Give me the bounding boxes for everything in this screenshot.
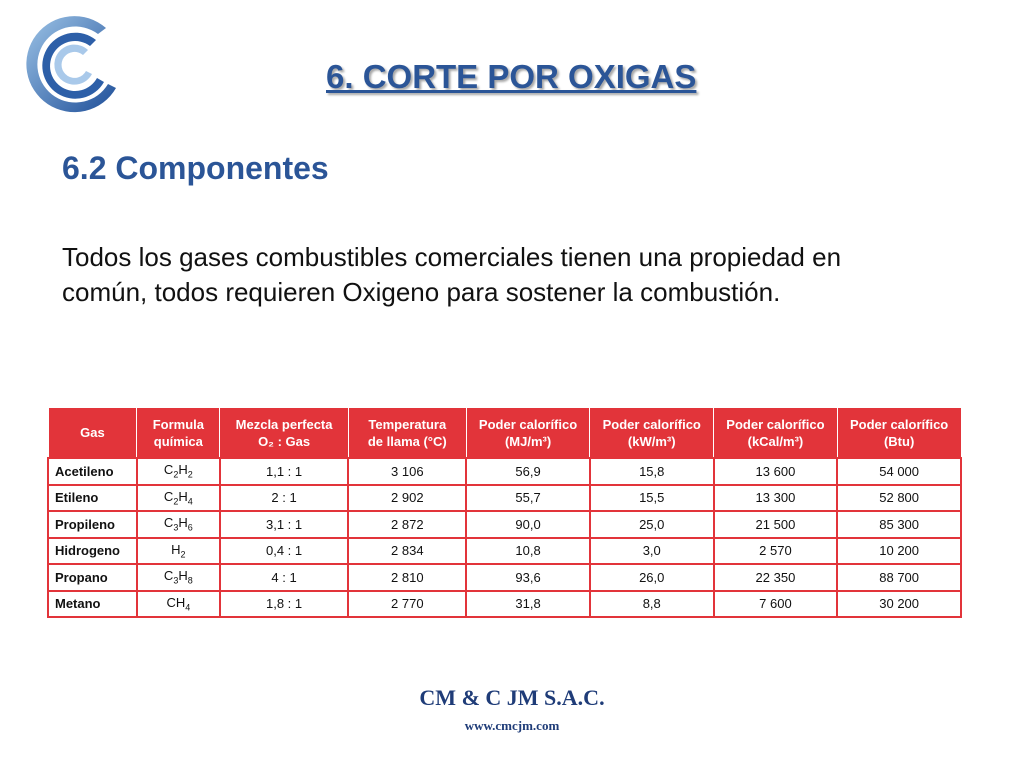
cell-mezcla: 0,4 : 1 [220, 538, 349, 565]
cell-mezcla: 2 : 1 [220, 485, 349, 512]
footer-website-link[interactable]: www.cmcjm.com [464, 718, 560, 733]
cell-poder-btu: 52 800 [837, 485, 961, 512]
header-poder-btu: Poder calorífico (Btu) [837, 408, 961, 459]
table-row [48, 591, 961, 618]
body-paragraph: Todos los gases combustibles comerciales tienen una propiedad en común, todos requieren Oxigeno para sostener la combustión. [62, 242, 842, 307]
cell-poder-btu: 88 700 [837, 564, 961, 591]
cell-temperatura: 3 106 [348, 458, 466, 485]
table-row [48, 458, 961, 485]
cell-formula: $C_3H_8$ [137, 564, 220, 591]
cell-temperatura: 2 810 [348, 564, 466, 591]
cell-poder-kw: 8,8 [590, 591, 714, 618]
header-poder-kw: Poder calorífico (kW/m³) [590, 408, 714, 459]
cell-mezcla: 1,8 : 1 [220, 591, 349, 618]
table-row [48, 538, 961, 565]
table-row [48, 564, 961, 591]
cell-poder-mj: 55,7 [466, 485, 590, 512]
cell-mezcla: 1,1 : 1 [220, 458, 349, 485]
cell-poder-kw: 15,5 [590, 485, 714, 512]
cell-poder-kcal: 13 300 [714, 485, 838, 512]
cell-formula: $C_3H_6$ [137, 511, 220, 538]
cell-poder-kcal: 13 600 [714, 458, 838, 485]
cell-poder-btu: 10 200 [837, 538, 961, 565]
cell-poder-mj: 31,8 [466, 591, 590, 618]
cell-poder-btu: 30 200 [837, 591, 961, 618]
header-formula: Formula química [137, 408, 220, 459]
header-mezcla: Mezcla perfecta O₂ : Gas [220, 408, 349, 459]
cell-gas: Metano [48, 591, 137, 618]
header-poder-kcal: Poder calorífico (kCal/m³) [714, 408, 838, 459]
cell-gas: Acetileno [48, 458, 137, 485]
cell-formula: $CH_4$ [137, 591, 220, 618]
section-heading: 6.2 Componentes [62, 150, 329, 186]
cell-poder-kw: 3,0 [590, 538, 714, 565]
cell-mezcla: 4 : 1 [220, 564, 349, 591]
cell-poder-btu: 85 300 [837, 511, 961, 538]
cell-temperatura: 2 834 [348, 538, 466, 565]
cell-formula: $C_2H_2$ [137, 458, 220, 485]
slide-title: 6. CORTE POR OXIGAS [326, 58, 697, 95]
footer-company-name: CM & C JM S.A.C. [419, 685, 605, 710]
cell-poder-mj: 90,0 [466, 511, 590, 538]
cell-formula: $C_2H_4$ [137, 485, 220, 512]
table-header-row [48, 408, 961, 459]
company-logo-icon [18, 8, 128, 118]
cell-poder-kcal: 2 570 [714, 538, 838, 565]
cell-formula: $H_2$ [137, 538, 220, 565]
gas-properties-table [47, 407, 962, 618]
cell-poder-kw: 15,8 [590, 458, 714, 485]
cell-poder-btu: 54 000 [837, 458, 961, 485]
cell-gas: Propano [48, 564, 137, 591]
cell-temperatura: 2 872 [348, 511, 466, 538]
cell-temperatura: 2 902 [348, 485, 466, 512]
cell-poder-kcal: 22 350 [714, 564, 838, 591]
cell-mezcla: 3,1 : 1 [220, 511, 349, 538]
cell-poder-mj: 10,8 [466, 538, 590, 565]
cell-poder-mj: 56,9 [466, 458, 590, 485]
gas-properties-table-container [47, 407, 962, 618]
cell-temperatura: 2 770 [348, 591, 466, 618]
cell-poder-kcal: 7 600 [714, 591, 838, 618]
cell-poder-kw: 25,0 [590, 511, 714, 538]
header-poder-mj: Poder calorífico (MJ/m³) [466, 408, 590, 459]
header-temperatura: Temperatura de llama (°C) [348, 408, 466, 459]
header-gas: Gas [48, 408, 137, 459]
cell-poder-mj: 93,6 [466, 564, 590, 591]
cell-gas: Propileno [48, 511, 137, 538]
table-row [48, 511, 961, 538]
cell-gas: Hidrogeno [48, 538, 137, 565]
cell-poder-kcal: 21 500 [714, 511, 838, 538]
table-row [48, 485, 961, 512]
cell-poder-kw: 26,0 [590, 564, 714, 591]
cell-gas: Etileno [48, 485, 137, 512]
